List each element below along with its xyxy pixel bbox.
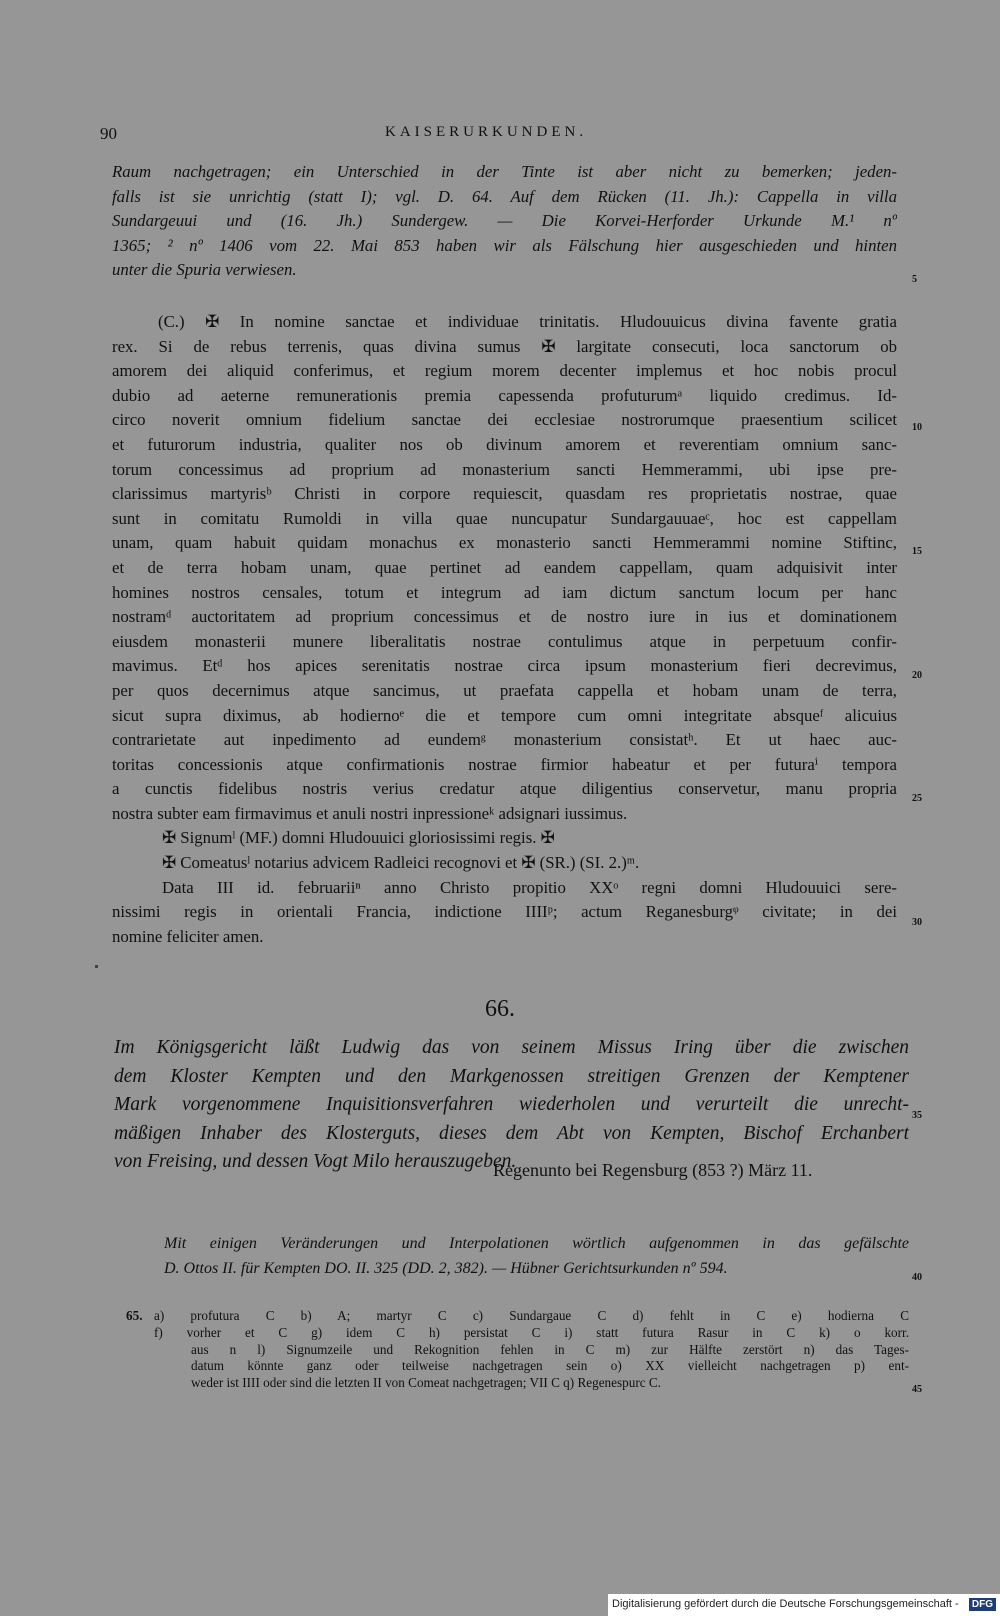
scan-speck (95, 965, 98, 968)
regest-line: mäßigen Inhaber des Klosterguts, dieses dem Abt von Kempten, Bischof Erchanbert (114, 1122, 909, 1144)
note-line: 1365; ² nº 1406 vom 22. Mai 853 haben wir als Fälschung hier ausgeschieden und hinten (112, 235, 897, 255)
funding-notice: Digitalisierung gefördert durch die Deutsche Forschungsgemeinschaft - (612, 1598, 959, 1610)
margin-line-number: 30 (912, 917, 922, 928)
note-line: unter die Spuria verwiesen. (112, 260, 297, 280)
signum-line: ✠ Signumˡ (MF.) domni Hludouuici gloriosissimi regis. ✠ (162, 828, 555, 848)
datum-line: Data III id. februariiⁿ anno Christo propitio XXᵒ regni domni Hludouuici sere- (162, 877, 897, 897)
regest-line: von Freising, und dessen Vogt Milo herauszugeben. (114, 1151, 517, 1173)
charter-line: nostra subter eam firmavimus et anuli nostri inpressioneᵏ adsignari iussimus. (112, 803, 628, 823)
charter-line: eiusdem monasterii munere liberalitatis nostrae contulimus atque in perpetuum confir- (112, 631, 897, 651)
line-number-margin (912, 0, 952, 1616)
prelim-line: Mit einigen Veränderungen und Interpolationen wörtlich aufgenommen in das gefälschte (164, 1235, 909, 1252)
margin-line-number: 10 (912, 422, 922, 433)
footnote-line: a) profutura C b) A; martyr C c) Sundargaue C d) fehlt in C e) hodierna C (154, 1308, 909, 1323)
margin-line-number: 40 (912, 1272, 922, 1283)
footnote-line: datum könnte ganz oder teilweise nachgetragen sein o) XX vielleicht nachgetragen p) ent- (191, 1358, 909, 1374)
charter-line: mavimus. Etᵈ hos apices serenitatis nostrae circa ipsum monasterium fieri decrevimus, (112, 656, 897, 676)
regest-line: Im Königsgericht läßt Ludwig das von seinem Missus Iring über die zwischen (114, 1037, 909, 1058)
charter-line: a cunctis fidelibus nostris verius credatur atque diligentius conservetur, manu propria (112, 779, 897, 799)
footnote-line: weder ist IIII oder sind die letzten II von Comeat nachgetragen; VII C q) Regenespurc C. (191, 1375, 661, 1391)
margin-line-number: 20 (912, 670, 922, 681)
digitization-footer (608, 1594, 1000, 1616)
footnotes (126, 1308, 909, 1392)
dfg-logo: DFG (969, 1598, 996, 1611)
recognition-line: ✠ Comeatusˡ notarius advicem Radleici recognovi et ✠ (SR.) (SI. 2.)ᵐ. (162, 853, 640, 873)
charter-line: sunt in comitatu Rumoldi in villa quae nuncupatur Sundargauuaeᶜ, hoc est cappellam (112, 508, 897, 528)
datum-line: nissimi regis in orientali Francia, indictione IIIIᵖ; actum Reganesburgᵠ civitate; in dei (112, 902, 897, 922)
charter-line: unam, quam habuit quidam monachus ex monasterio sancti Hemmerammi nomine Stiftinc, (112, 533, 897, 553)
prelim-line: D. Ottos II. für Kempten DO. II. 325 (DD. 2, 382). — Hübner Gerichtsurkunden nº 594. (164, 1259, 728, 1277)
regest (114, 1034, 909, 1177)
charter-line: (C.) ✠ In nomine sanctae et individuae trinitatis. Hludouuicus divina favente gratia (158, 312, 897, 331)
footnote-line: f) vorher et C g) idem C h) persistat C i) statt futura Rasur in C k) o korr. (154, 1324, 909, 1340)
charter-line: torum concessimus ad proprium ad monasterium sancti Hemmerammi, ubi ipse pre- (112, 459, 897, 479)
charter-line: amorem dei aliquid conferimus, et regium morem decenter implemus et hoc nobis procul (112, 361, 897, 381)
top-apparatus-note (112, 160, 897, 283)
regest-line: Mark vorgenommene Inquisitionsverfahren wiederholen und verurteilt die unrecht- (114, 1094, 909, 1116)
charter-line: et de terra hobam unam, quae pertinet ad eandem cappellam, quam adquisivit inter (112, 557, 897, 577)
margin-line-number: 25 (912, 793, 922, 804)
footnotes-label: 65. (126, 1308, 143, 1323)
charter-line: nostramᵈ auctoritatem ad proprium concessimus et de nostro iure in ius et dominationem (112, 607, 897, 627)
charter-line: toritas concessionis atque confirmationis nostrae firmior habeatur et per futuraⁱ tempora (112, 754, 897, 774)
datum-line: nomine feliciter amen. (112, 926, 264, 946)
charter-line: sicut supra diximus, ab hodiernoᵉ die et tempore cum omni integritate absqueᶠ alicuius (112, 705, 897, 725)
charter-line: dubio ad aeterne remunerationis premia capessenda profuturumᵃ liquido credimus. Id- (112, 385, 897, 405)
margin-line-number: 45 (912, 1384, 922, 1395)
charter-line: clarissimus martyrisᵇ Christi in corpore requiescit, quasdam res proprietatis nostrae, quae (112, 484, 897, 504)
charter-line: et futurorum industria, qualiter nos ob divinum amorem et reverentiam omnium sanc- (112, 434, 897, 454)
note-line: Sundargeuui und (16. Jh.) Sundergew. — Die Korvei-Herforder Urkunde M.¹ nº (112, 211, 897, 231)
charter-line: rex. Si de rebus terrenis, quas divina sumus ✠ largitate consecuti, loca sanctorum ob (112, 336, 897, 356)
page-header (100, 124, 620, 150)
preliminary-note (164, 1232, 909, 1281)
running-title: KAISERURKUNDEN. (385, 124, 588, 140)
note-line: Raum nachgetragen; ein Unterschied in der Tinte ist aber nicht zu bemerken; jeden- (112, 162, 897, 181)
margin-line-number: 35 (912, 1110, 922, 1121)
page-number: 90 (100, 124, 117, 143)
charter-line: homines nostros censales, totum et integrum ad iam dictum sanctum locum per hanc (112, 582, 897, 602)
margin-line-number: 15 (912, 546, 922, 557)
footnote-line: aus n l) Signumzeile und Rekognition fehlen in C m) zur Hälfte zerstört n) das Tages- (191, 1341, 909, 1357)
charter-line: contrarietate aut inpedimento ad eundemᵍ monasterium consistatʰ. Et ut haec auc- (112, 730, 897, 750)
place-date: Regenunto bei Regensburg (853 ?) März 11. (493, 1160, 813, 1180)
note-line: falls ist sie unrichtig (statt I); vgl. D. 64. Auf dem Rücken (11. Jh.): Cappella in villa (112, 186, 897, 206)
charter-line: per quos decernimus atque sancimus, ut praefata cappella et hobam unam de terra, (112, 680, 897, 700)
regest-line: dem Kloster Kempten und den Markgenossen streitigen Grenzen der Kemptener (114, 1065, 909, 1087)
charter-line: circo noverit omnium fidelium sanctae dei ecclesiae nostrorumque praesentium scilicet (112, 410, 897, 430)
margin-line-number: 5 (912, 274, 917, 285)
document-number: 66. (485, 996, 515, 1022)
charter-text (112, 310, 897, 949)
